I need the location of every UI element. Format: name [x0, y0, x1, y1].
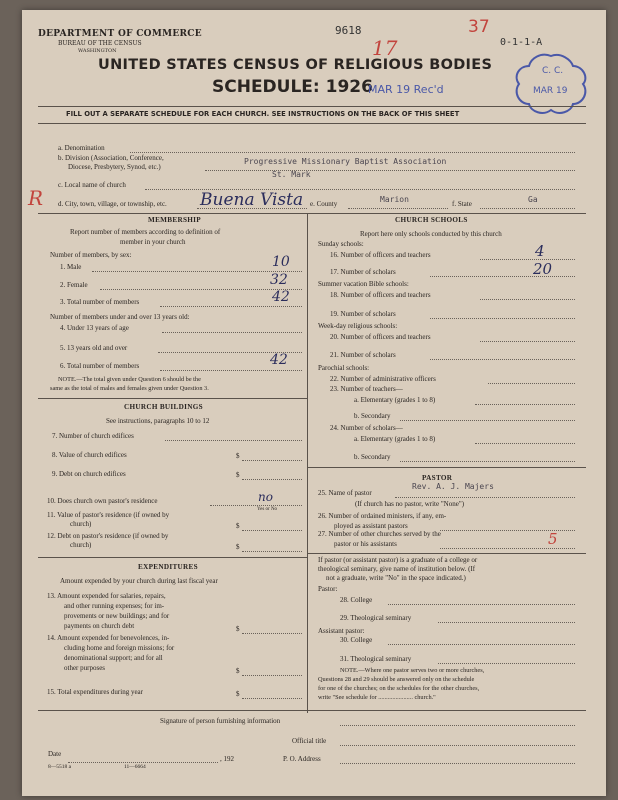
members-by-age-label: Number of members under and over 13 years old:	[50, 313, 190, 321]
scholars-label: 24. Number of scholars—	[330, 424, 403, 432]
received-stamp: MAR 19 Rec'd	[368, 83, 444, 96]
owns-residence-value: no	[258, 490, 273, 504]
graduate-note-3: not a graduate, write "No" in the space indicated.)	[326, 574, 466, 582]
rule	[38, 398, 307, 399]
graduate-note-2: theological seminary, give name of institution below. (If	[318, 565, 476, 573]
hand-number: 37	[468, 17, 490, 37]
female-label: 2. Female	[60, 281, 88, 289]
dollar-sign: $	[236, 543, 240, 551]
membership-note-2: same as the total of males and females given under Question 3.	[50, 385, 209, 392]
schools-heading: CHURCH SCHOOLS	[395, 216, 468, 224]
date-label: Date	[48, 750, 62, 758]
expenditures-heading: EXPENDITURES	[138, 563, 198, 571]
total-by-age-label: 6. Total number of members	[60, 362, 140, 370]
dollar-sign: $	[236, 667, 240, 675]
signature-label: Signature of person furnishing information	[160, 717, 281, 725]
assistant-pastor-label: Assistant pastor:	[318, 627, 365, 635]
assistant-seminary-label: 31. Theological seminary	[340, 655, 412, 663]
male-label: 1. Male	[60, 263, 82, 271]
other-churches-label-2: pastor or his assistants	[334, 540, 397, 548]
church-name-value: St. Mark	[272, 170, 311, 179]
city-label: d. City, town, village, or township, etc.	[58, 200, 167, 208]
address-label: P. O. Address	[283, 755, 321, 763]
male-value: 10	[272, 254, 290, 270]
cc-stamp-line2: MAR 19	[533, 86, 568, 96]
assistant-ministers-label: 26. Number of ordained ministers, if any, em-	[318, 512, 447, 520]
pastor-seminary-label: 29. Theological seminary	[340, 614, 412, 622]
sunday-scholars-label: 17. Number of scholars	[330, 268, 396, 276]
red-number: 17	[372, 36, 398, 60]
print-code: 11—6664	[124, 764, 146, 770]
residence-debt-label-2: church)	[70, 541, 92, 549]
city-value: Buena Vista	[200, 190, 304, 210]
vacation-teachers-label: 18. Number of officers and teachers	[330, 291, 431, 299]
cc-stamp-line1: C. C.	[542, 66, 564, 76]
state-value: Ga	[528, 195, 538, 204]
dollar-sign: $	[236, 690, 240, 698]
total-by-age-value: 42	[270, 352, 288, 368]
schools-sub: Report here only schools conducted by this church	[360, 230, 502, 238]
bureau-name: BUREAU OF THE CENSUS	[58, 40, 142, 47]
dollar-sign: $	[236, 471, 240, 479]
under-13-label: 4. Under 13 years of age	[60, 324, 129, 332]
pastor-note-2: Questions 28 and 29 should be answered only on the schedule	[318, 676, 475, 683]
rule	[38, 710, 586, 711]
division-label-2: Diocese, Presbytery, Synod, etc.)	[68, 163, 161, 171]
yes-no-hint: Yes or No	[257, 507, 278, 512]
division-value: Progressive Missionary Baptist Association	[244, 157, 447, 166]
rule	[307, 553, 586, 554]
benevolences-label-4: other purposes	[64, 664, 106, 672]
denomination-label: a. Denomination	[58, 144, 105, 152]
schedule-title: SCHEDULE: 1926	[212, 77, 373, 97]
dollar-sign: $	[236, 625, 240, 633]
admin-officers-label: 22. Number of administrative officers	[330, 375, 436, 383]
column-divider	[307, 213, 308, 713]
census-form-sheet	[22, 10, 606, 796]
reference-code: 0-1-1-A	[500, 37, 543, 48]
parochial-schools-label: Parochial schools:	[318, 364, 370, 372]
rule	[38, 123, 586, 124]
church-name-label: c. Local name of church	[58, 181, 126, 189]
state-label: f. State	[452, 200, 472, 208]
teachers-label: 23. Number of teachers—	[330, 385, 403, 393]
members-by-sex-label: Number of members, by sex:	[50, 251, 132, 259]
running-expenses-label: 13. Amount expended for salaries, repairs,	[47, 592, 166, 600]
teachers-secondary-label: b. Secondary	[354, 412, 391, 420]
dollar-sign: $	[236, 452, 240, 460]
edifices-debt-label: 9. Debt on church edifices	[52, 470, 126, 478]
female-value: 32	[270, 272, 288, 288]
owns-residence-label: 10. Does church own pastor's residence	[47, 497, 158, 505]
edifices-value-label: 8. Value of church edifices	[52, 451, 127, 459]
running-expenses-label-4: payments on church debt	[64, 622, 135, 630]
division-label: b. Division (Association, Conference,	[58, 154, 164, 162]
dollar-sign: $	[236, 522, 240, 530]
rule	[307, 467, 586, 468]
r-mark: R	[28, 186, 44, 210]
rule	[38, 213, 586, 214]
residence-debt-label: 12. Debt on pastor's residence (if owned by	[47, 532, 169, 540]
sunday-schools-label: Sunday schools:	[318, 240, 364, 248]
running-expenses-label-3: provements or new buildings; and for	[64, 612, 170, 620]
over-13-label: 5. 13 years old and over	[60, 344, 128, 352]
serial-number: 9618	[335, 24, 362, 37]
instruction-line: FILL OUT A SEPARATE SCHEDULE FOR EACH CHURCH. SEE INSTRUCTIONS ON THE BACK OF THIS SHEET	[66, 110, 460, 118]
membership-heading: MEMBERSHIP	[148, 216, 201, 224]
residence-value-label: 11. Value of pastor's residence (if owned by	[47, 511, 170, 519]
scholars-secondary-label: b. Secondary	[354, 453, 391, 461]
benevolences-label: 14. Amount expended for benevolences, in-	[47, 634, 170, 642]
other-churches-label: 27. Number of other churches served by the	[318, 530, 441, 538]
pastor-heading: PASTOR	[422, 474, 453, 482]
rule	[38, 106, 586, 107]
assistant-ministers-label-2: ployed as assistant pastors	[334, 522, 408, 530]
total-members-label: 3. Total number of members	[60, 298, 140, 306]
membership-intro: Report number of members according to definition of	[70, 228, 221, 236]
weekday-scholars-label: 21. Number of scholars	[330, 351, 396, 359]
scholars-elementary-label: a. Elementary (grades 1 to 8)	[354, 435, 436, 443]
buildings-sub: See instructions, paragraphs 10 to 12	[106, 417, 210, 425]
benevolences-label-2: cluding home and foreign missions; for	[64, 644, 175, 652]
pastor-name-note: (If church has no pastor, write "None")	[355, 500, 465, 508]
pastor-college-label: 28. College	[340, 596, 373, 604]
sunday-scholars-value: 20	[533, 260, 553, 278]
teachers-elementary-label: a. Elementary (grades 1 to 8)	[354, 396, 436, 404]
county-value: Marion	[380, 195, 409, 204]
pastor-name-value: Rev. A. J. Majers	[412, 482, 494, 491]
pastor-name-label: 25. Name of pastor	[318, 489, 372, 497]
city-name: WASHINGTON	[78, 48, 117, 54]
pastor-note-3: for one of the churches; on the schedules for the other churches,	[318, 685, 480, 692]
county-label: e. County	[310, 200, 338, 208]
sunday-teachers-value: 4	[535, 242, 545, 260]
weekday-teachers-label: 20. Number of officers and teachers	[330, 333, 431, 341]
other-churches-value: 5	[548, 530, 558, 548]
residence-value-label-2: church)	[70, 520, 92, 528]
pastor-sub-label: Pastor:	[318, 585, 338, 593]
total-members-value: 42	[272, 289, 290, 305]
form-title: UNITED STATES CENSUS OF RELIGIOUS BODIES	[98, 57, 493, 73]
rule	[38, 557, 307, 558]
weekday-schools-label: Week-day religious schools:	[318, 322, 398, 330]
pastor-note-4: write "See schedule for ...................... church."	[318, 694, 436, 701]
running-expenses-label-2: and other running expenses; for im-	[64, 602, 165, 610]
form-code: 8—5518 a	[48, 764, 72, 770]
expenditures-sub: Amount expended by your church during last fiscal year	[60, 577, 218, 585]
membership-note: NOTE.—The total given under Question 6 should be the	[58, 376, 201, 383]
date-year: , 192	[220, 755, 234, 763]
assistant-college-label: 30. College	[340, 636, 373, 644]
official-title-label: Official title	[292, 737, 327, 745]
department-name: DEPARTMENT OF COMMERCE	[38, 29, 202, 39]
vacation-schools-label: Summer vacation Bible schools:	[318, 280, 409, 288]
benevolences-label-3: denominational support; and for all	[64, 654, 163, 662]
church-edifices-label: 7. Number of church edifices	[52, 432, 134, 440]
total-expenditures-label: 15. Total expenditures during year	[47, 688, 143, 696]
sunday-teachers-label: 16. Number of officers and teachers	[330, 251, 431, 259]
vacation-scholars-label: 19. Number of scholars	[330, 310, 396, 318]
membership-intro-2: member in your church	[120, 238, 186, 246]
pastor-note: NOTE.—Where one pastor serves two or more churches,	[340, 667, 485, 674]
graduate-note: If pastor (or assistant pastor) is a graduate of a college or	[318, 556, 478, 564]
buildings-heading: CHURCH BUILDINGS	[124, 403, 203, 411]
